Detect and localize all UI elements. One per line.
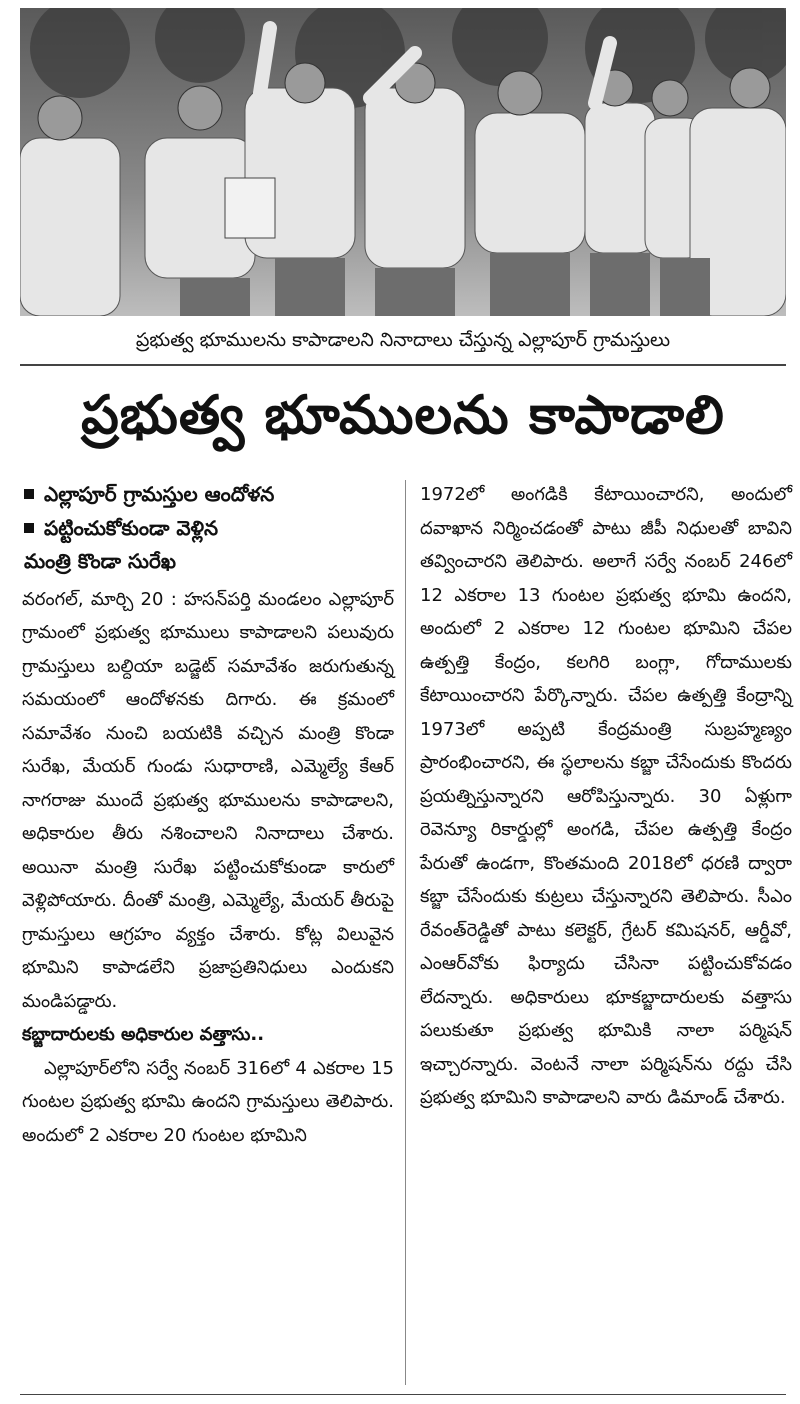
- article-paragraph: ఎల్లాపూర్‌లోని సర్వే నంబర్ 316లో 4 ఎకరాల 15 గుంటల ప్రభుత్వ భూమి ఉందని గ్రామస్తులు తెలిపారు. అందులో 2 ఎకరాల 20 గుంటల భూమిని: [22, 1057, 394, 1146]
- bullet-point: పట్టించుకోకుండా వెళ్లిన: [22, 512, 394, 546]
- column-divider: [405, 480, 406, 1385]
- right-column: [420, 478, 792, 1115]
- left-column: [22, 478, 394, 1152]
- bullet-point: ఎల్లాపూర్ గ్రామస్తుల ఆందోళన: [22, 478, 394, 512]
- article-paragraph: వరంగల్, మార్చి 20 : హసన్‌పర్తి మండలం ఎల్లాపూర్ గ్రామంలో ప్రభుత్వ భూములు కాపాడాలని పలువురు గ్రామస్తులు బల్దియా బడ్జెట్ సమావేశం జరుగుతున్న సమయంలో ఆందోళనకు దిగారు. ఈ క్రమంలో సమావేశం నుంచి బయటికి వచ్చిన మంత్రి కొండా సురేఖ, మేయర్ గుండు సుధారాణి, ఎమ్మెల్యే కేఆర్ నాగరాజు ముందే ప్రభుత్వ భూములను కాపాడాలని, అధికారుల తీరు నశించాలని నినాదాలు చేశారు. అయినా మంత్రి సురేఖ పట్టించుకోకుండా కారులో వెళ్లిపోయారు. దీంతో మంత్రి, ఎమ్మెల్యే, మేయర్ తీరుపై గ్రామస్తులు ఆగ్రహం వ్యక్తం చేశారు. కోట్ల విలువైన భూమిని కాపాడలేని ప్రజాప్రతినిధులు ఎందుకని మండిపడ్డారు.: [22, 588, 394, 1012]
- article-subheading: కబ్జాదారులకు అధికారుల వత్తాసు..: [22, 1024, 265, 1045]
- photo-caption: ప్రభుత్వ భూములను కాపాడాలని నినాదాలు చేస్తున్న ఎల్లాపూర్ గ్రామస్తులు: [135, 329, 671, 351]
- bullet-continuation: మంత్రి కొండా సురేఖ: [24, 549, 176, 573]
- bullet-square-icon: [24, 523, 34, 533]
- article-headline: ప్రభుత్వ భూములను కాపాడాలి: [81, 385, 725, 446]
- bottom-rule: [20, 1394, 786, 1395]
- bullet-square-icon: [24, 489, 34, 499]
- news-photo: [20, 8, 786, 316]
- divider-line: [20, 364, 786, 366]
- article-paragraph: 1972లో అంగడికి కేటాయించారని, అందులో దవాఖాన నిర్మించడంతో పాటు జీపీ నిధులతో బావిని తవ్వించారని తెలిపారు. అలాగే సర్వే నంబర్ 246లో 12 ఎకరాల 13 గుంటల ప్రభుత్వ భూమి ఉందని, అందులో 2 ఎకరాల 12 గుంటల భూమిని చేపల ఉత్పత్తి కేంద్రం, కలగిరి బంగ్లా, గోదాములకు కేటాయించారని పేర్కొన్నారు. చేపల ఉత్పత్తి కేంద్రాన్ని 1973లో అప్పటి కేంద్రమంత్రి సుబ్రహ్మణ్యం ప్రారంభించారని, ఈ స్థలాలను కబ్జా చేసేందుకు కొందరు ప్రయత్నిస్తున్నారని ఆరోపిస్తున్నారు. 30 ఏళ్లుగా రెవెన్యూ రికార్డుల్లో అంగడి, చేపల ఉత్పత్తి కేంద్రం పేరుతో ఉండగా, కొంతమంది 2018లో ధరణి ద్వారా కబ్జా చేసేందుకు కుట్రలు చేస్తున్నారని తెలిపారు. సీఎం రేవంత్‌రెడ్డితో పాటు కలెక్టర్, గ్రేటర్ కమిషనర్, ఆర్డీవో, ఎంఆర్‌వోకు ఫిర్యాదు చేసినా పట్టించుకోవడం లేదన్నారు. అధికారులు భూకబ్జాదారులకు వత్తాసు పలుకుతూ ప్రభుత్వ భూమికి నాలా పర్మిషన్ ఇచ్చారన్నారు. వెంటనే నాలా పర్మిషన్‌ను రద్దు చేసి ప్రభుత్వ భూమిని కాపాడాలని వారు డిమాండ్ చేశారు.: [420, 484, 792, 1108]
